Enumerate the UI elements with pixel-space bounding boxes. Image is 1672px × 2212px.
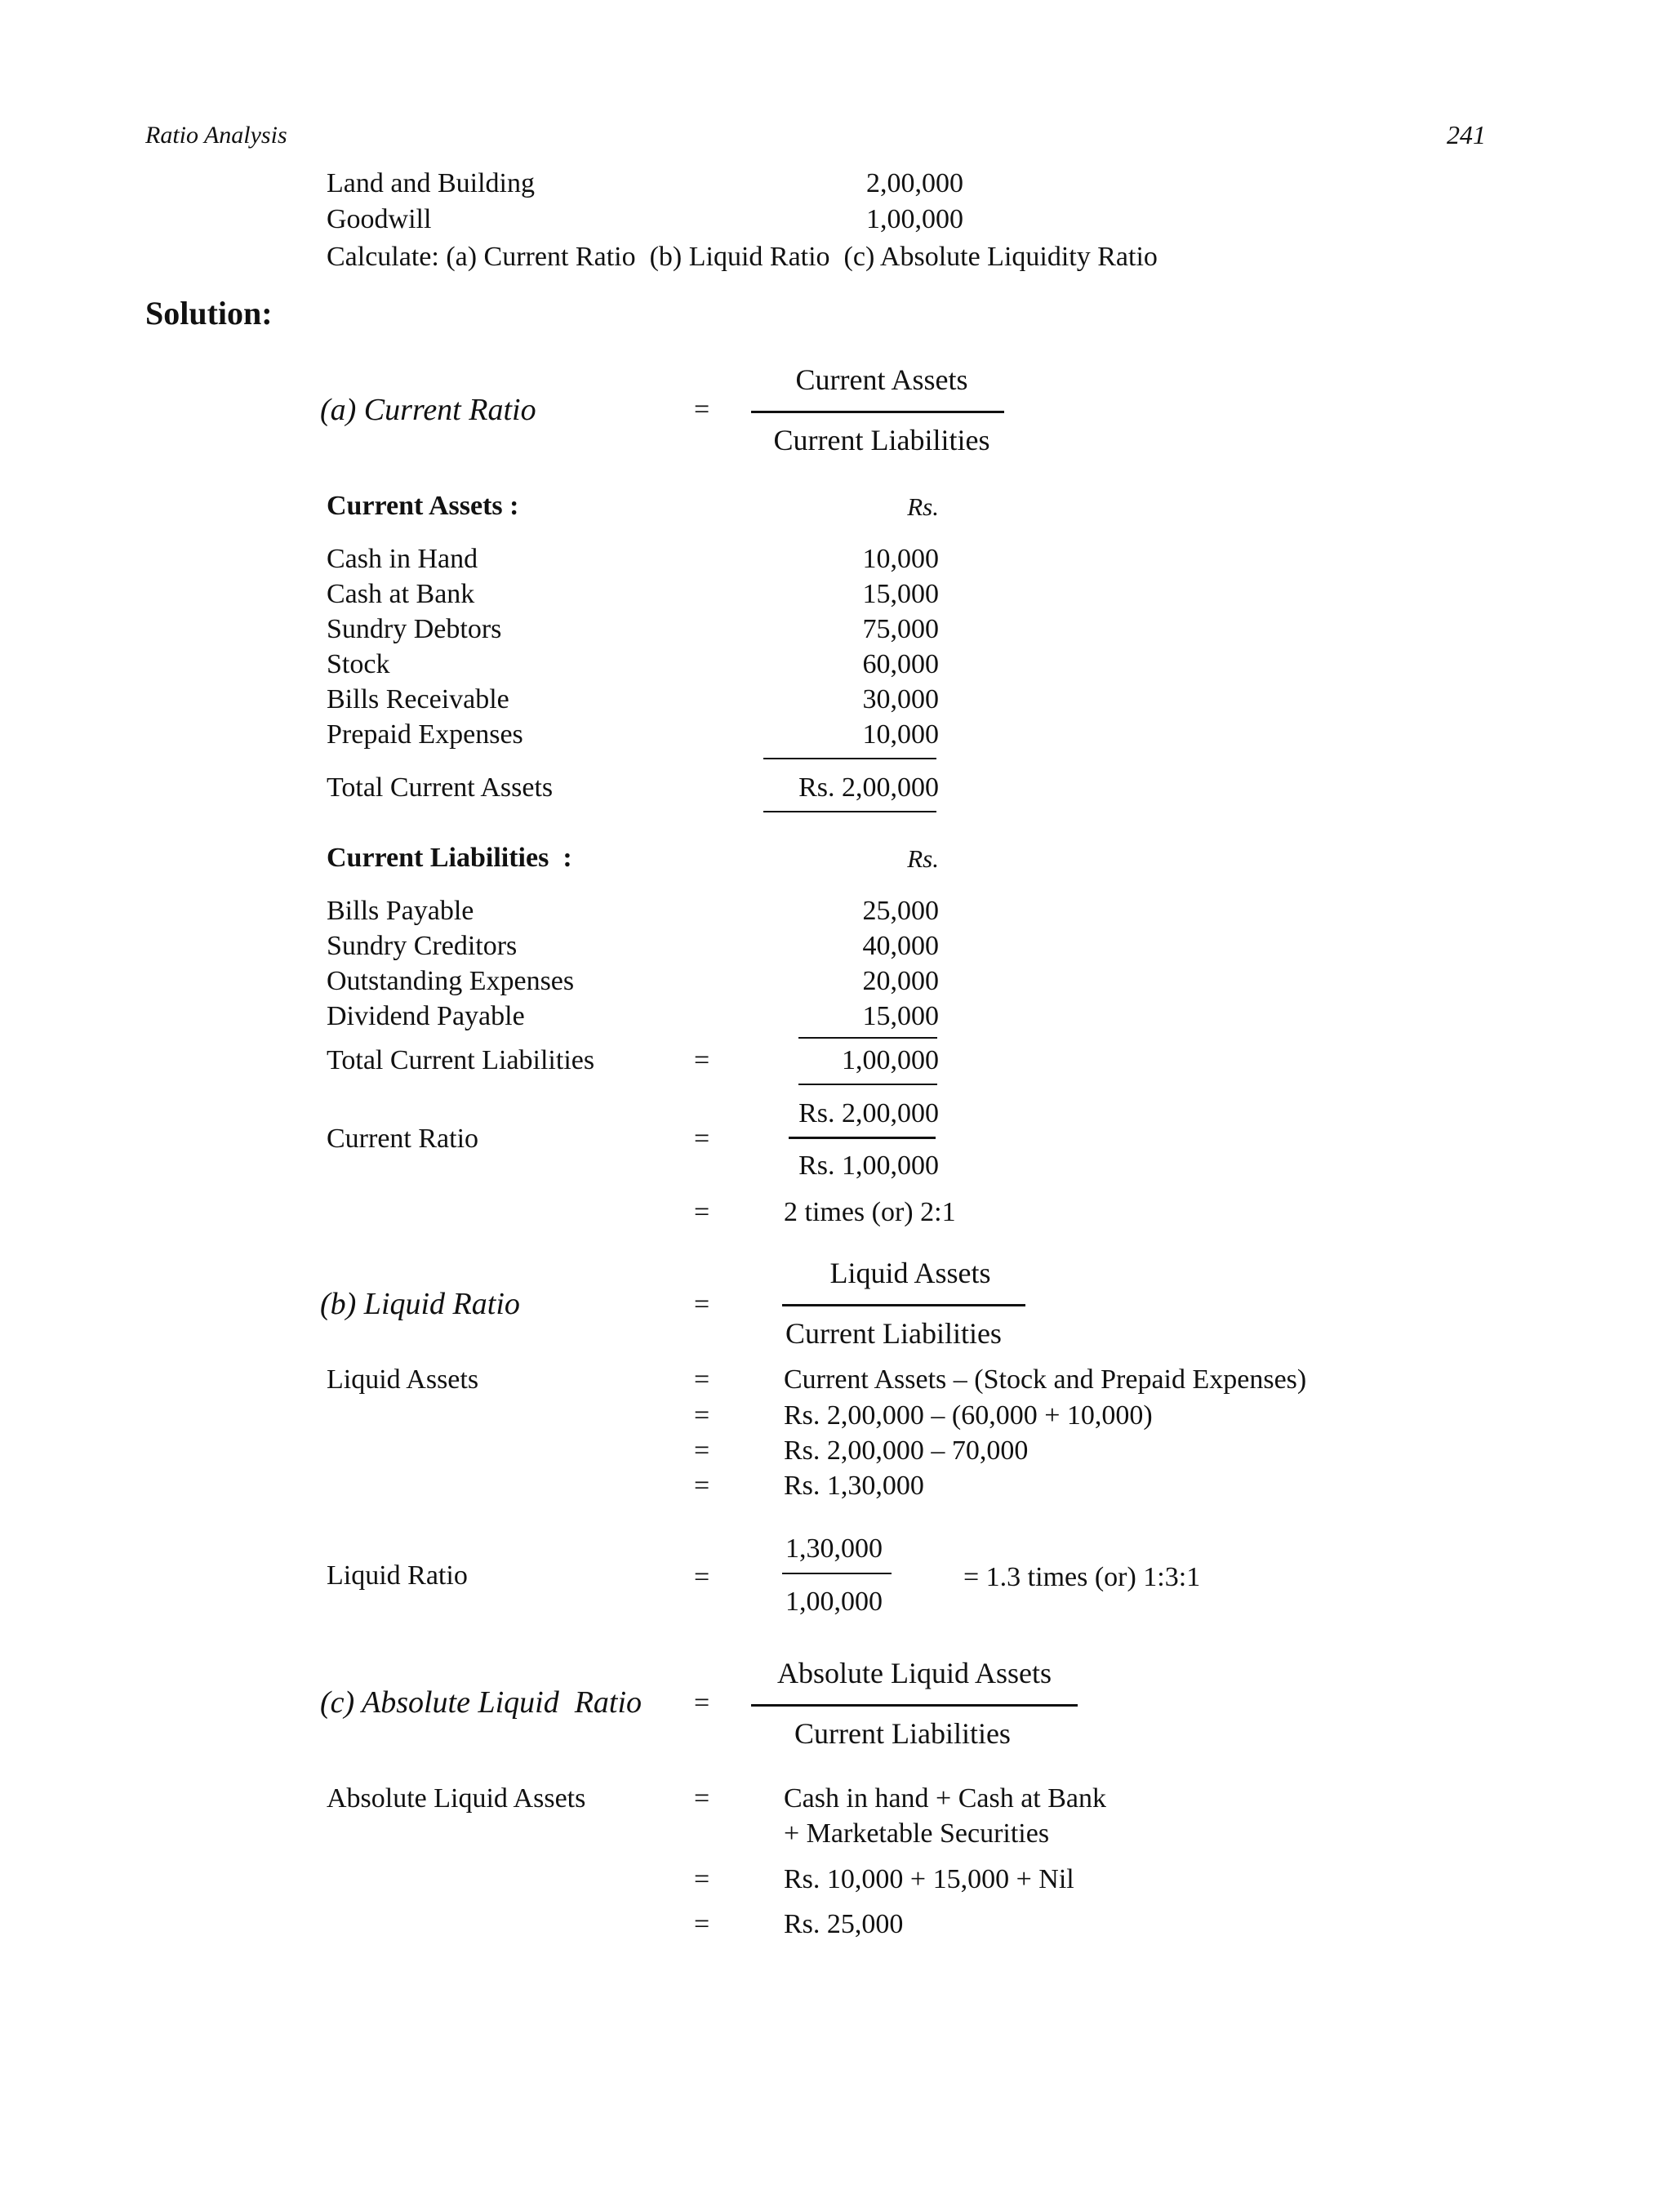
liquid-assets-label: Liquid Assets: [327, 1364, 479, 1395]
current-asset-value: 10,000: [862, 719, 939, 750]
current-asset-label: Cash in Hand: [327, 544, 478, 574]
current-liability-value: 20,000: [862, 966, 939, 996]
absolute-liquid-assets-step: Rs. 10,000 + 15,000 + Nil: [784, 1864, 1074, 1894]
total-current-liabilities-label: Total Current Liabilities: [327, 1045, 595, 1075]
currency-header: Rs.: [907, 844, 939, 873]
subtotal-rule: [763, 758, 936, 759]
current-ratio-title: (a) Current Ratio: [320, 393, 536, 427]
current-asset-value: 60,000: [862, 649, 939, 679]
total-rule: [798, 1084, 937, 1085]
fraction-bar: [789, 1137, 936, 1139]
page-number: 241: [1447, 120, 1486, 149]
liquid-ratio-title: (b) Liquid Ratio: [320, 1287, 520, 1321]
formula-numerator: Current Assets: [795, 363, 968, 396]
equals-sign: =: [694, 1471, 710, 1501]
absolute-liquid-assets-label: Absolute Liquid Assets: [327, 1783, 586, 1814]
liquid-ratio-label: Liquid Ratio: [327, 1560, 468, 1591]
current-asset-label: Sundry Debtors: [327, 614, 502, 644]
equals-sign: =: [694, 1688, 710, 1718]
intro-item-value: 2,00,000: [866, 168, 963, 198]
current-liability-label: Outstanding Expenses: [327, 966, 575, 996]
current-liability-label: Bills Payable: [327, 896, 474, 926]
ratio-denominator: Rs. 1,00,000: [798, 1151, 939, 1181]
current-liabilities-heading: Current Liabilities :: [327, 843, 572, 873]
current-liability-label: Dividend Payable: [327, 1001, 525, 1031]
intro-item-value: 1,00,000: [866, 204, 963, 234]
formula-denominator: Current Liabilities: [773, 424, 990, 456]
current-asset-label: Stock: [327, 649, 390, 679]
current-liability-value: 15,000: [862, 1001, 939, 1031]
ratio-numerator: 1,30,000: [785, 1533, 883, 1564]
equals-sign: =: [694, 1864, 710, 1894]
equals-sign: =: [694, 1045, 710, 1075]
absolute-liquid-assets-step: Cash in hand + Cash at Bank: [784, 1783, 1107, 1814]
total-current-assets-value: Rs. 2,00,000: [798, 772, 939, 803]
intro-item-label: Land and Building: [327, 168, 535, 198]
absolute-liquid-assets-step: Rs. 25,000: [784, 1909, 904, 1939]
currency-header: Rs.: [907, 492, 939, 521]
fraction-bar: [751, 1704, 1078, 1707]
current-ratio-label: Current Ratio: [327, 1124, 479, 1154]
total-current-liabilities-value: 1,00,000: [842, 1045, 939, 1075]
current-asset-value: 10,000: [862, 544, 939, 574]
current-liability-value: 40,000: [862, 931, 939, 961]
fraction-bar: [782, 1573, 892, 1574]
absolute-liquid-ratio-title: (c) Absolute Liquid Ratio: [320, 1685, 643, 1720]
absolute-liquid-assets-step: + Marketable Securities: [784, 1818, 1050, 1849]
formula-numerator: Liquid Assets: [829, 1257, 991, 1289]
current-asset-label: Prepaid Expenses: [327, 719, 523, 750]
equals-sign: =: [694, 1289, 710, 1320]
equals-sign: =: [694, 1124, 710, 1154]
fraction-bar: [751, 411, 1004, 413]
equals-sign: =: [694, 1400, 710, 1431]
liquid-assets-step: Rs. 2,00,000 – 70,000: [784, 1435, 1029, 1466]
equals-sign: =: [694, 1435, 710, 1466]
equals-sign: =: [694, 1197, 710, 1227]
total-current-assets-label: Total Current Assets: [327, 772, 554, 803]
current-liability-label: Sundry Creditors: [327, 931, 518, 961]
intro-item-label: Goodwill: [327, 204, 432, 234]
equals-sign: =: [694, 394, 710, 425]
subtotal-rule: [798, 1037, 937, 1039]
fraction-bar: [782, 1304, 1025, 1306]
liquid-assets-step: Rs. 2,00,000 – (60,000 + 10,000): [784, 1400, 1153, 1431]
formula-numerator: Absolute Liquid Assets: [776, 1657, 1052, 1689]
solution-heading: Solution:: [145, 295, 273, 332]
liquid-assets-step: Current Assets – (Stock and Prepaid Expenses): [784, 1364, 1307, 1395]
running-title: Ratio Analysis: [145, 122, 287, 149]
equals-sign: =: [694, 1909, 710, 1939]
current-ratio-result: 2 times (or) 2:1: [784, 1197, 956, 1227]
equals-sign: =: [694, 1364, 710, 1395]
total-rule: [763, 811, 936, 812]
current-asset-value: 75,000: [862, 614, 939, 644]
current-asset-label: Cash at Bank: [327, 579, 475, 609]
current-asset-label: Bills Receivable: [327, 684, 509, 714]
liquid-assets-step: Rs. 1,30,000: [784, 1471, 924, 1501]
ratio-denominator: 1,00,000: [785, 1587, 883, 1617]
current-liability-value: 25,000: [862, 896, 939, 926]
current-asset-value: 15,000: [862, 579, 939, 609]
liquid-ratio-result: = 1.3 times (or) 1:3:1: [963, 1562, 1201, 1592]
equals-sign: =: [694, 1783, 710, 1814]
formula-denominator: Current Liabilities: [785, 1317, 1002, 1350]
ratio-numerator: Rs. 2,00,000: [798, 1098, 939, 1128]
question-text: Calculate: (a) Current Ratio (b) Liquid Ratio (c) Absolute Liquidity Ratio: [327, 242, 1158, 272]
current-assets-heading: Current Assets :: [327, 491, 519, 521]
current-asset-value: 30,000: [862, 684, 939, 714]
formula-denominator: Current Liabilities: [794, 1717, 1011, 1750]
equals-sign: =: [694, 1562, 710, 1592]
